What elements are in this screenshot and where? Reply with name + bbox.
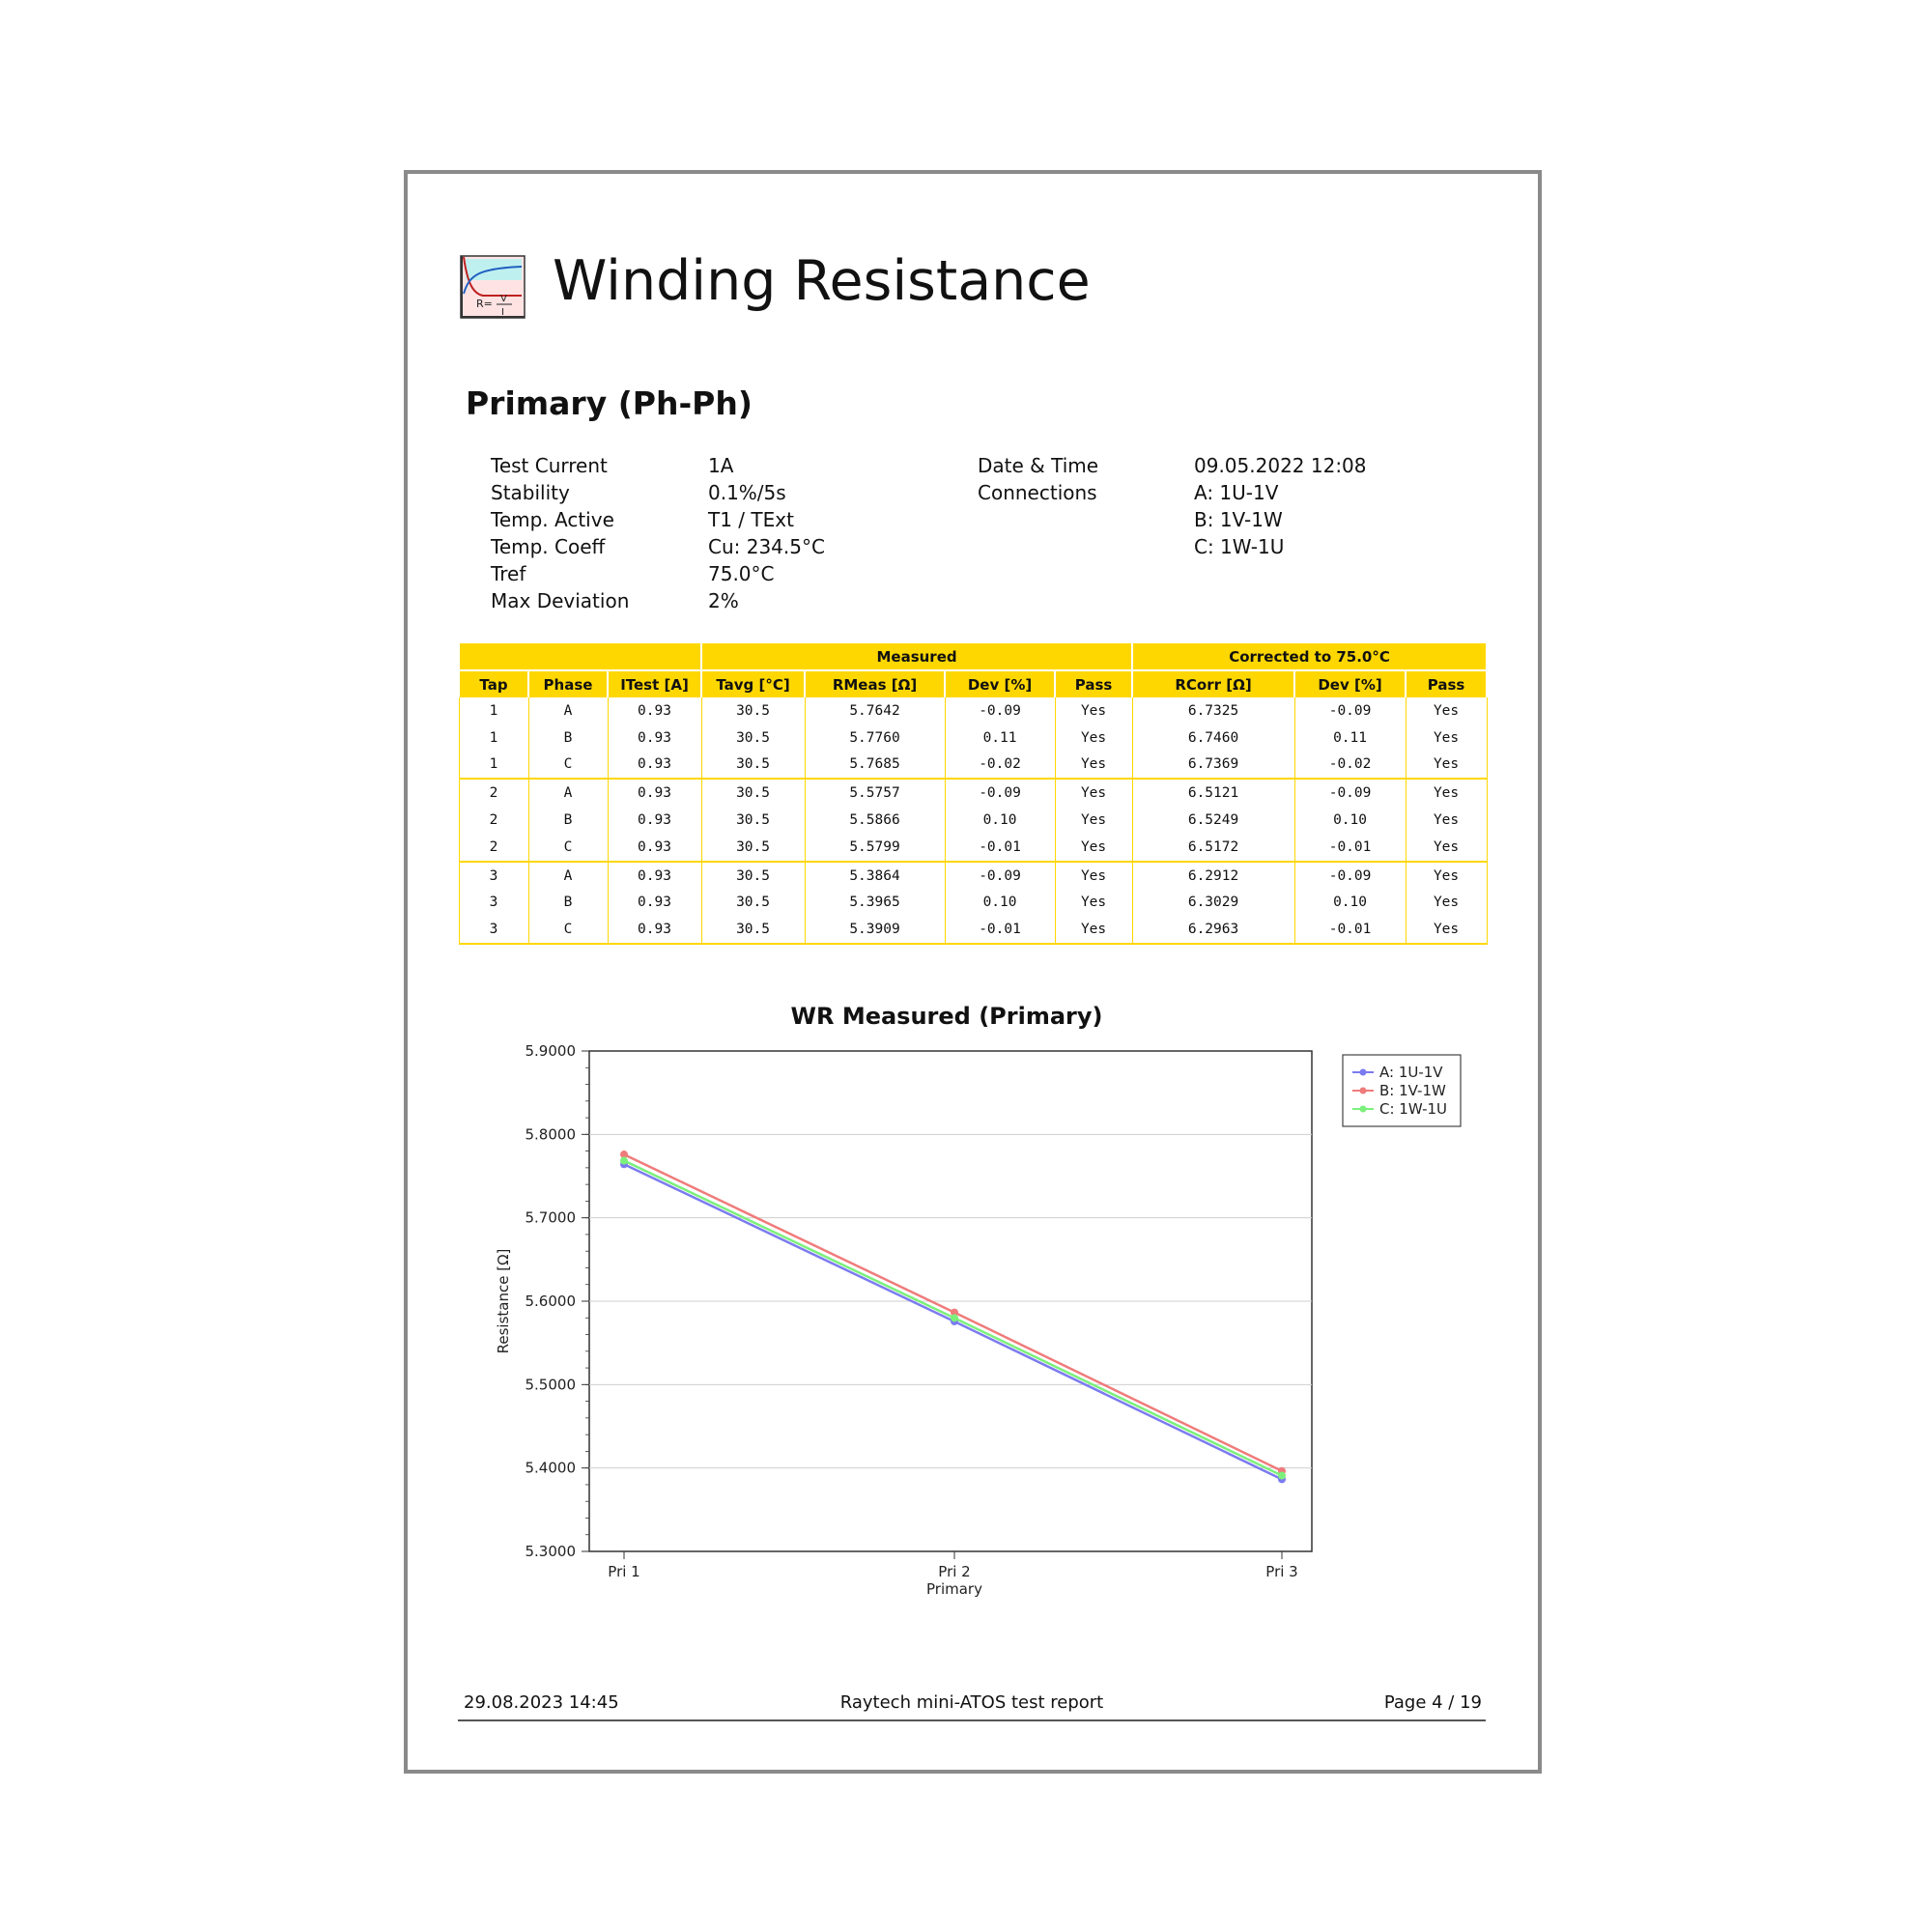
table-cell: Yes [1055, 834, 1132, 862]
y-tick-label: 5.8000 [525, 1125, 576, 1144]
info-values [708, 452, 825, 614]
info-right-labels [978, 452, 1098, 506]
table-cell: Yes [1055, 807, 1132, 834]
page-footer [458, 1690, 1486, 1721]
table-cell: 3 [459, 890, 528, 917]
info-label: Tref [491, 562, 526, 585]
column-header: Tap [459, 670, 528, 697]
footer-page-number: Page 4 / 19 [1383, 1692, 1482, 1713]
table-cell: -0.09 [945, 779, 1055, 807]
table-cell: 1 [459, 697, 528, 724]
table-cell: C [528, 834, 608, 862]
table-row [459, 779, 1487, 807]
legend-entry: C: 1W-1U [1379, 1100, 1447, 1118]
table-cell: 30.5 [701, 916, 805, 944]
connection-value: A: 1U-1V [1194, 481, 1279, 504]
y-tick-label: 5.5000 [525, 1376, 576, 1394]
table-cell: 30.5 [701, 724, 805, 752]
info-label: Temp. Active [491, 508, 614, 531]
table-cell: Yes [1055, 890, 1132, 917]
table-row [459, 834, 1487, 862]
table-cell: 30.5 [701, 697, 805, 724]
table-cell: -0.01 [1294, 916, 1406, 944]
table-cell: 2 [459, 834, 528, 862]
table-cell: -0.01 [945, 834, 1055, 862]
table-cell: Yes [1055, 862, 1132, 890]
group-header-corrected: Corrected to 75.0°C [1132, 643, 1487, 670]
table-cell: 1 [459, 752, 528, 780]
table-row [459, 697, 1487, 724]
table-cell: Yes [1406, 834, 1487, 862]
section-title: Primary (Ph-Ph) [466, 384, 753, 422]
legend-marker [1360, 1088, 1367, 1094]
table-cell: 30.5 [701, 807, 805, 834]
table-cell: A [528, 697, 608, 724]
table-cell: 5.7760 [805, 724, 945, 752]
table-cell: 6.2912 [1132, 862, 1294, 890]
table-cell: Yes [1055, 779, 1132, 807]
table-row [459, 752, 1487, 780]
table-cell: -0.01 [1294, 834, 1406, 862]
results-table-wrapper [458, 643, 1486, 945]
data-point [1278, 1472, 1286, 1480]
table-cell: 0.10 [945, 807, 1055, 834]
table-cell: Yes [1406, 916, 1487, 944]
table-cell: 0.93 [608, 862, 701, 890]
table-cell: 5.5866 [805, 807, 945, 834]
table-cell: Yes [1406, 724, 1487, 752]
svg-text:I: I [501, 307, 504, 318]
table-cell: 6.2963 [1132, 916, 1294, 944]
table-cell: 0.11 [945, 724, 1055, 752]
connection-value: B: 1V-1W [1194, 508, 1283, 531]
data-point [620, 1157, 628, 1165]
table-row [459, 862, 1487, 890]
date-time-label: Date & Time [978, 454, 1099, 477]
info-label: Temp. Coeff [491, 535, 606, 558]
group-header-blank [459, 643, 701, 670]
table-cell: B [528, 724, 608, 752]
table-cell: 0.93 [608, 724, 701, 752]
x-tick-label: Pri 3 [1265, 1563, 1298, 1580]
table-cell: Yes [1406, 697, 1487, 724]
legend-marker [1360, 1106, 1367, 1113]
table-cell: 30.5 [701, 779, 805, 807]
x-tick-label: Pri 2 [938, 1563, 971, 1580]
table-cell: Yes [1406, 862, 1487, 890]
info-value: 0.1%/5s [708, 481, 786, 504]
x-axis-label: Primary [926, 1580, 982, 1598]
table-cell: 6.5121 [1132, 779, 1294, 807]
table-cell: A [528, 779, 608, 807]
info-value: 1A [708, 454, 734, 477]
document-title: Winding Resistance [553, 249, 1091, 313]
x-tick-label: Pri 1 [608, 1563, 640, 1580]
connections-label: Connections [978, 481, 1097, 504]
y-tick-label: 5.6000 [525, 1293, 576, 1310]
table-cell: Yes [1406, 779, 1487, 807]
column-header: Tavg [°C] [701, 670, 805, 697]
table-cell: 1 [459, 724, 528, 752]
table-cell: C [528, 916, 608, 944]
column-header: Phase [528, 670, 608, 697]
chart-title: WR Measured (Primary) [790, 1003, 1103, 1030]
legend-entry: B: 1V-1W [1379, 1082, 1446, 1099]
info-value: T1 / TExt [708, 508, 794, 531]
table-cell: -0.02 [945, 752, 1055, 780]
connection-value: C: 1W-1U [1194, 535, 1285, 558]
column-header: RMeas [Ω] [805, 670, 945, 697]
table-cell: 0.93 [608, 807, 701, 834]
info-right-values [1194, 452, 1367, 560]
table-cell: Yes [1406, 752, 1487, 780]
table-cell: -0.01 [945, 916, 1055, 944]
legend-marker [1360, 1069, 1367, 1076]
footer-timestamp: 29.08.2023 14:45 [464, 1692, 619, 1713]
table-cell: 30.5 [701, 752, 805, 780]
column-header: Dev [%] [1294, 670, 1406, 697]
table-cell: 6.5249 [1132, 807, 1294, 834]
table-cell: -0.09 [1294, 697, 1406, 724]
table-cell: 0.11 [1294, 724, 1406, 752]
table-cell: 6.7460 [1132, 724, 1294, 752]
table-cell: 6.5172 [1132, 834, 1294, 862]
table-cell: 5.3864 [805, 862, 945, 890]
table-cell: 0.10 [945, 890, 1055, 917]
info-value: Cu: 234.5°C [708, 535, 825, 558]
table-cell: Yes [1055, 697, 1132, 724]
group-header-measured: Measured [701, 643, 1132, 670]
table-cell: 30.5 [701, 862, 805, 890]
column-header: Pass [1406, 670, 1487, 697]
table-row [459, 916, 1487, 944]
table-cell: Yes [1055, 724, 1132, 752]
table-cell: C [528, 752, 608, 780]
table-cell: 2 [459, 779, 528, 807]
winding-resistance-icon [460, 255, 526, 319]
table-cell: -0.09 [1294, 779, 1406, 807]
legend-entry: A: 1U-1V [1379, 1064, 1443, 1081]
info-label: Test Current [491, 454, 608, 477]
table-cell: 5.3965 [805, 890, 945, 917]
table-cell: 5.7642 [805, 697, 945, 724]
table-cell: Yes [1055, 752, 1132, 780]
table-cell: Yes [1406, 807, 1487, 834]
table-row [459, 807, 1487, 834]
results-table [458, 643, 1488, 945]
info-value: 2% [708, 589, 739, 612]
column-header: Dev [%] [945, 670, 1055, 697]
column-header: Pass [1055, 670, 1132, 697]
table-cell: 30.5 [701, 890, 805, 917]
table-cell: 0.93 [608, 779, 701, 807]
info-label: Stability [491, 481, 570, 504]
table-cell: 5.5799 [805, 834, 945, 862]
table-cell: -0.09 [945, 862, 1055, 890]
data-point [951, 1314, 958, 1321]
table-cell: 3 [459, 862, 528, 890]
table-cell: 6.7325 [1132, 697, 1294, 724]
table-cell: 0.93 [608, 890, 701, 917]
table-cell: -0.09 [945, 697, 1055, 724]
column-header: RCorr [Ω] [1132, 670, 1294, 697]
table-cell: 5.3909 [805, 916, 945, 944]
table-cell: 0.93 [608, 697, 701, 724]
table-cell: B [528, 890, 608, 917]
y-tick-label: 5.9000 [525, 1042, 576, 1060]
table-cell: Yes [1406, 890, 1487, 917]
y-tick-label: 5.3000 [525, 1543, 576, 1560]
y-tick-label: 5.4000 [525, 1459, 576, 1477]
table-row [459, 890, 1487, 917]
info-value: 75.0°C [708, 562, 775, 585]
table-cell: Yes [1055, 916, 1132, 944]
table-row [459, 724, 1487, 752]
table-cell: -0.09 [1294, 862, 1406, 890]
table-cell: 2 [459, 807, 528, 834]
info-label: Max Deviation [491, 589, 630, 612]
table-cell: 0.10 [1294, 807, 1406, 834]
info-labels [491, 452, 629, 614]
y-axis-label: Resistance [Ω] [495, 1248, 512, 1354]
table-cell: 3 [459, 916, 528, 944]
table-cell: B [528, 807, 608, 834]
table-cell: 6.7369 [1132, 752, 1294, 780]
table-cell: 5.7685 [805, 752, 945, 780]
date-time-value: 09.05.2022 12:08 [1194, 454, 1367, 477]
table-cell: 0.93 [608, 916, 701, 944]
table-cell: -0.02 [1294, 752, 1406, 780]
svg-text:R=: R= [476, 298, 493, 310]
column-header: ITest [A] [608, 670, 701, 697]
footer-report-name: Raytech mini-ATOS test report [839, 1692, 1104, 1713]
y-tick-label: 5.7000 [525, 1208, 576, 1227]
table-cell: A [528, 862, 608, 890]
table-cell: 30.5 [701, 834, 805, 862]
table-cell: 0.93 [608, 834, 701, 862]
table-cell: 0.93 [608, 752, 701, 780]
table-cell: 0.10 [1294, 890, 1406, 917]
table-cell: 5.5757 [805, 779, 945, 807]
wr-measured-chart [483, 1034, 1468, 1613]
table-cell: 6.3029 [1132, 890, 1294, 917]
svg-text:V: V [500, 294, 507, 304]
